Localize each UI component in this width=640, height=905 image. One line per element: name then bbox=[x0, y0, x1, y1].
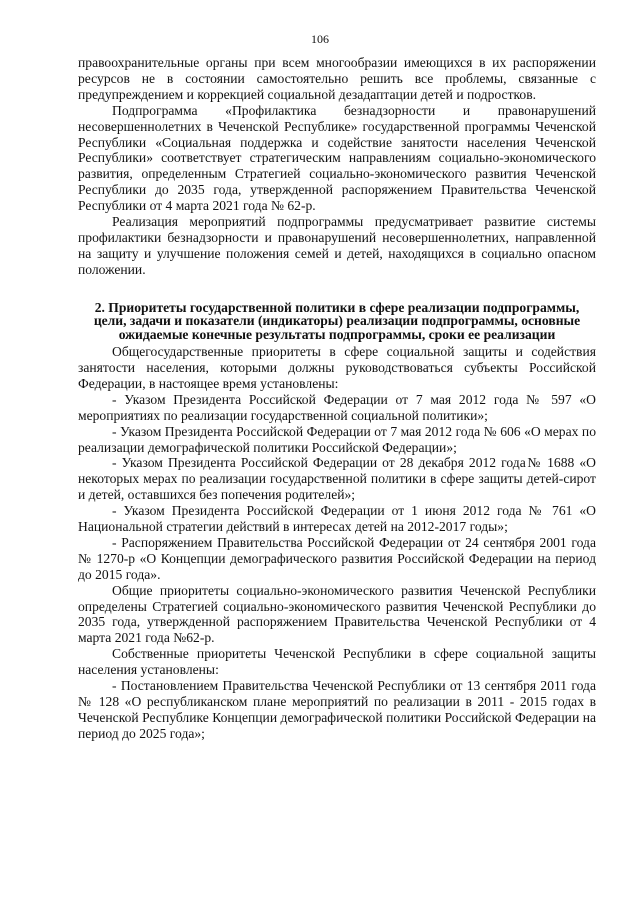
paragraph-general-priorities: Общие приоритеты социально-экономического развития Чеченской Республики определены Стратегией социально-экономического развития Чеченской Республики до 2035 года, утвержденной распоряжением Правительства Чеченской Республики от 4 марта 2021 года №62-р. bbox=[78, 582, 596, 646]
paragraph-federal-priorities: Общегосударственные приоритеты в сфере социальной защиты и содействия занятости населения, которыми должны руководствоваться субъекты Российской Федерации, в настоящее время установлены: bbox=[78, 344, 596, 391]
paragraph-implementation: Реализация мероприятий подпрограммы предусматривает развитие системы профилактики безнадзорности и правонарушений несовершеннолетних, направленной на защиту и улучшение положения семей и детей, находящихся в социально опасном положении. bbox=[78, 214, 596, 277]
page-number: 106 bbox=[311, 32, 329, 46]
document-body bbox=[78, 55, 596, 742]
list-item-decree-1688: - Указом Президента Российской Федерации от 28 декабря 2012 года№ 1688 «О некоторых мерах по реализации государственной политики в сфере защиты детей-сирот и детей, оставшихся без попечения родителей»; bbox=[78, 455, 596, 503]
list-item-decree-606: - Указом Президента Российской Федерации от 7 мая 2012 года № 606 «О мерах по реализации демографической политики Российской Федерации»; bbox=[78, 423, 596, 455]
list-item-order-1270: - Распоряжением Правительства Российской Федерации от 24 сентября 2001 года № 1270-р «О Концепции демографического развития Российской Федерации на период до 2015 года». bbox=[78, 534, 596, 582]
paragraph-own-priorities: Собственные приоритеты Чеченской Республики в сфере социальной защиты населения установлены: bbox=[78, 646, 596, 678]
list-item-resolution-128: - Постановлением Правительства Чеченской Республики от 13 сентября 2011 года № 128 «О республиканском плане мероприятий по реализации в 2011 - 2015 годах в Чеченской Республике Концепции демографической политики Российской Федерации на период до 2025 года»; bbox=[78, 678, 596, 741]
paragraph-subprogram-alignment: Подпрограмма «Профилактика безнадзорности и правонарушений несовершеннолетних в Чеченской Республике» государственной программы Чеченской Республики «Социальная поддержка и содействие занятости населения Чеченской Республики» соответствует стратегическим направлениям социально-экономического развития, определенным Стратегией социально-экономического развития Чеченской Республики до 2035 года, утвержденной распоряжением Правительства Чеченской Республики от 4 марта 2021 года № 62-р. bbox=[78, 102, 596, 214]
list-item-decree-761: - Указом Президента Российской Федерации от 1 июня 2012 года № 761 «О Национальной стратегии действий в интересах детей на 2012-2017 годы»; bbox=[78, 503, 596, 535]
list-item-decree-597: - Указом Президента Российской Федерации от 7 мая 2012 года № 597 «О мероприятиях по реализации государственной социальной политики»; bbox=[78, 391, 596, 423]
section-heading: 2. Приоритеты государственной политики в сфере реализации подпрограммы, цели, задачи и показатели (индикаторы) реализации подпрограммы, основные ожидаемые конечные результаты подпрограммы, сроки ее реализации bbox=[93, 299, 581, 343]
paragraph-continuation: правоохранительные органы при всем многообразии имеющихся в их распоряжении ресурсов не в состоянии самостоятельно решить все проблемы, связанные с предупреждением и коррекцией социальной дезадаптации детей и подростков. bbox=[78, 55, 596, 102]
